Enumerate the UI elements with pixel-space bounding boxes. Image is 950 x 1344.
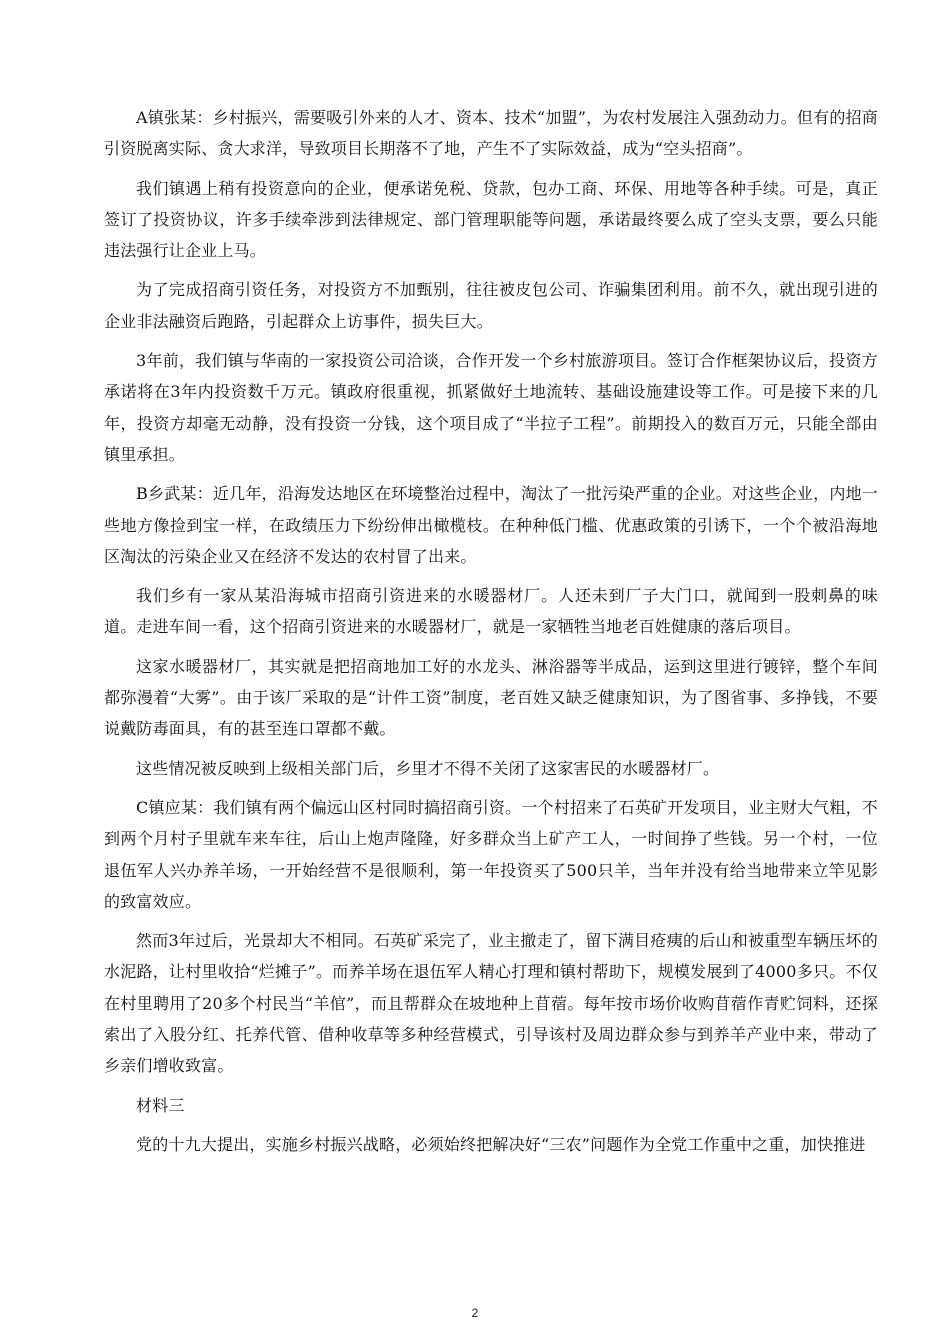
paragraph-three-years-later: 然而3年过后，光景却大不相同。石英矿采完了，业主撤走了，留下满目疮痍的后山和被重型车辆压坏的水泥路，让村里收拾“烂摊子”。而养羊场在退伍军人精心打理和镇村帮助下，规模发展到了4000多只。不仅在村里聘用了20多个村民当“羊倌”，而且帮群众在坡地种上苜蓿。每年按市场价收购苜蓿作青贮饲料，还探索出了入股分红、托养代管、借种收草等多种经营模式，引导该村及周边群众参与到养羊产业中来，带动了乡亲们增收致富。 — [104, 931, 878, 1076]
paragraph-factory-closed: 这些情况被反映到上级相关部门后，乡里才不得不关闭了这家害民的水暖器材厂。 — [136, 758, 720, 778]
section-heading-material-three: 材料三 — [136, 1095, 185, 1115]
page-number: 2 — [471, 1306, 479, 1320]
paragraph-galvanizing: 这家水暖器材厂，其实就是把招商地加工好的水龙头、淋浴器等半成品，运到这里进行镀锌，整个车间都弥漫着“大雾”。由于该厂采取的是“计件工资”制度，老百姓又缺乏健康知识，为了图省事、多挣钱，不要说戴防毒面具，有的甚至连口罩都不戴。 — [104, 656, 878, 739]
paragraph-plumbing-factory: 我们乡有一家从某沿海城市招商引资进来的水暖器材厂。人还未到厂子大门口，就闻到一股刺鼻的味道。走进车间一看，这个招商引资进来的水暖器材厂，就是一家牺牲当地老百姓健康的落后项目。 — [104, 586, 878, 637]
document-body — [104, 102, 878, 1168]
paragraph-tax-promises: 我们镇遇上稍有投资意向的企业，便承诺免税、贷款，包办工商、环保、用地等各种手续。可是，真正签订了投资协议，许多手续牵涉到法律规定、部门管理职能等问题，承诺最终要么成了空头支票，要么只能违法强行让企业上马。 — [104, 178, 878, 261]
paragraph-b-township-wu: B乡武某：近几年，沿海发达地区在环境整治过程中，淘汰了一批污染严重的企业。对这些企业，内地一些地方像捡到宝一样，在政绩压力下纷纷伸出橄榄枝。在种种低门槛、优惠政策的引诱下，一个个被沿海地区淘汰的污染企业又在经济不发达的农村冒了出来。 — [104, 484, 878, 566]
paragraph-no-screening: 为了完成招商引资任务，对投资方不加甄别，往往被皮包公司、诈骗集团利用。前不久，就出现引进的企业非法融资后跑路，引起群众上访事件，损失巨大。 — [104, 280, 878, 331]
paragraph-nineteenth-congress: 党的十九大提出，实施乡村振兴战略，必须始终把解决好“三农”问题作为全党工作重中之重，加快推进 — [136, 1134, 866, 1154]
paragraph-c-town-ying: C镇应某：我们镇有两个偏远山区村同时搞招商引资。一个村招来了石英矿开发项目，业主财大气粗，不到两个月村子里就车来车往，后山上炮声隆隆，好多群众当上矿产工人，一时间挣了些钱。另一个村，一位退伍军人兴办养羊场，一开始经营不是很顺利，第一年投资买了500只羊，当年并没有给当地带来立竿见影的致富效应。 — [104, 797, 878, 911]
paragraph-tourism-project: 3年前，我们镇与华南的一家投资公司洽谈，合作开发一个乡村旅游项目。签订合作框架协议后，投资方承诺将在3年内投资数千万元。镇政府很重视，抓紧做好土地流转、基础设施建设等工作。可是接下来的几年，投资方却毫无动静，没有投资一分钱，这个项目成了“半拉子工程”。前期投入的数百万元，只能全部由镇里承担。 — [104, 351, 878, 464]
paragraph-a-town-zhang: A镇张某：乡村振兴，需要吸引外来的人才、资本、技术“加盟”，为农村发展注入强劲动力。但有的招商引资脱离实际、贪大求洋，导致项目长期落不了地，产生不了实际效益，成为“空头招商”。 — [104, 108, 878, 159]
